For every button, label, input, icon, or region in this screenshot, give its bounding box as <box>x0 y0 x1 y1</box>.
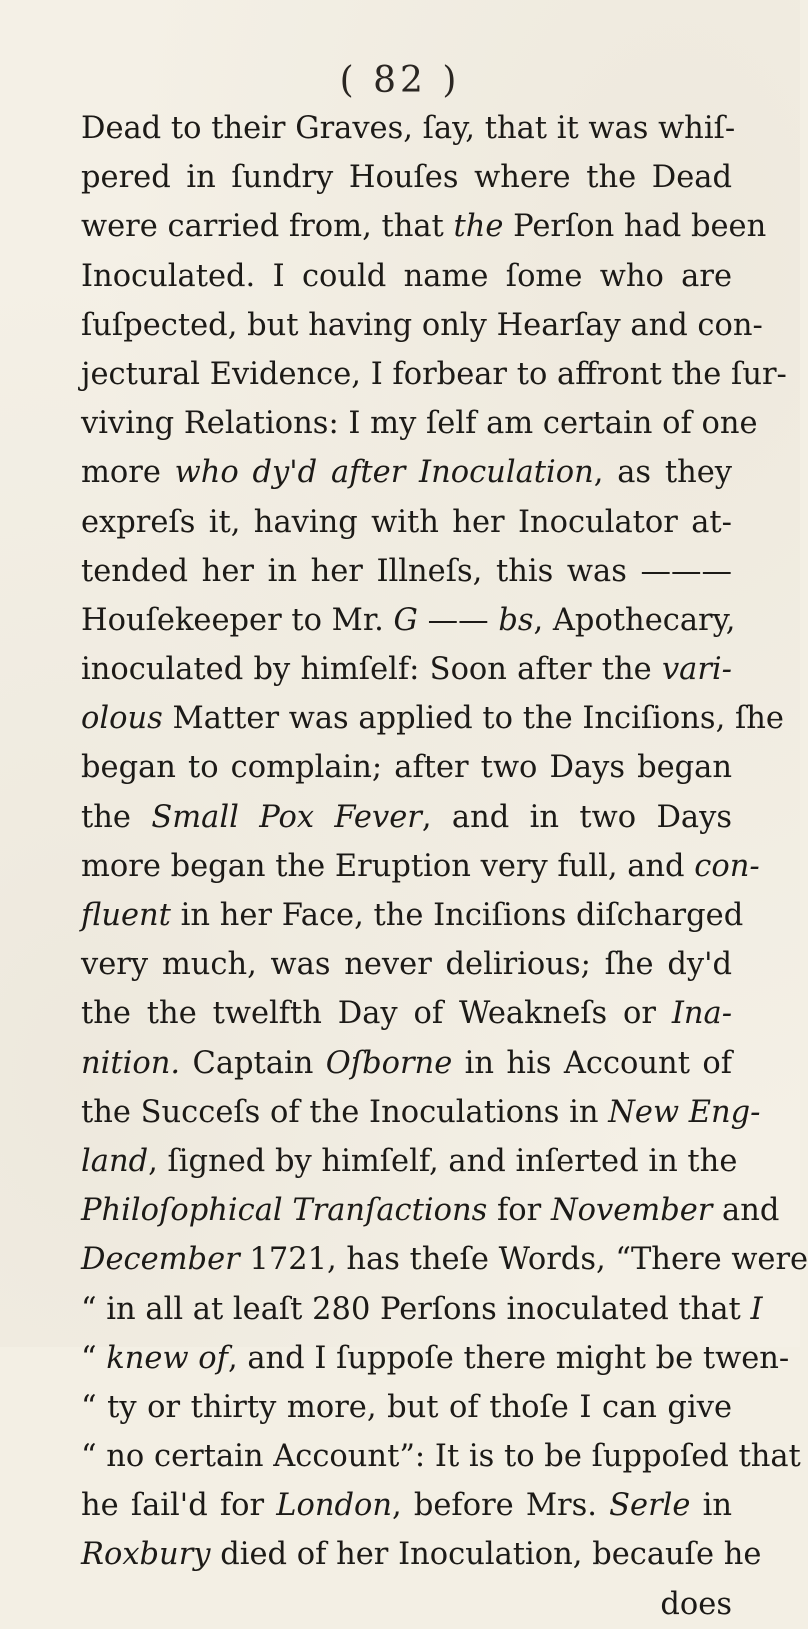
italic-text: the <box>453 209 504 245</box>
text-line <box>81 793 732 842</box>
text-segment: Houſekeeper to Mr. <box>81 602 394 638</box>
text-segment: very much, was never delirious; ſhe dy'd <box>81 947 732 983</box>
text-segment: tended her in her Illneſs, this was ——— <box>81 553 732 589</box>
text-segment: , and I ſuppoſe there might be twen- <box>227 1340 790 1376</box>
italic-text: Serle <box>609 1488 691 1524</box>
italic-text: November <box>550 1193 713 1229</box>
text-segment: he ſail'd for <box>81 1488 277 1524</box>
italic-text: Philoſophical Tranſactions <box>81 1193 488 1229</box>
text-segment: expreſs it, having with her Inoculator at- <box>81 504 732 540</box>
italic-text: vari- <box>661 652 732 688</box>
italic-text: Roxbury <box>81 1537 211 1573</box>
text-segment: , Apothecary, <box>533 602 736 638</box>
text-line <box>81 596 736 645</box>
text-line <box>81 645 732 694</box>
text-segment: —— <box>417 602 499 638</box>
italic-text: New Eng- <box>608 1094 761 1130</box>
italic-text: knew of <box>106 1340 228 1376</box>
text-line <box>81 104 736 153</box>
italic-text: who dy'd after Inoculation <box>174 455 594 491</box>
italic-text: London <box>276 1488 393 1524</box>
text-line <box>81 743 732 792</box>
text-segment: more <box>81 455 175 491</box>
text-segment: Captain <box>180 1045 326 1081</box>
text-line <box>81 1481 732 1530</box>
text-line <box>81 1580 732 1629</box>
text-segment: ſuſpected, but having only Hearſay and con- <box>81 307 763 343</box>
text-segment: “ ty or thirty more, but of thoſe I can give <box>81 1389 732 1425</box>
text-segment: pered in ſundry Houſes where the Dead <box>81 160 732 196</box>
text-line <box>81 350 787 399</box>
text-line <box>81 1186 780 1235</box>
text-line <box>81 989 732 1038</box>
text-segment: does <box>660 1586 732 1622</box>
italic-text: I <box>750 1291 763 1327</box>
italic-text: bs <box>498 602 534 638</box>
text-segment: jectural Evidence, I forbear to affront the ſur- <box>81 356 787 392</box>
text-segment: Inoculated. I could name ſome who are <box>81 258 732 294</box>
text-line <box>81 1383 732 1432</box>
text-segment: the Succeſs of the Inoculations in <box>81 1094 609 1130</box>
italic-text: Oſborne <box>325 1045 453 1081</box>
text-segment: , and in two Days <box>421 799 732 835</box>
text-line <box>81 1285 763 1334</box>
italic-text: con- <box>694 848 760 884</box>
text-line <box>81 1530 762 1579</box>
text-segment: in her Face, the Inciſions diſcharged <box>170 898 744 933</box>
text-line <box>81 1039 732 1088</box>
text-line <box>81 399 758 448</box>
text-segment: 1721, has theſe Words, “There were <box>239 1242 808 1278</box>
text-segment: Dead to their Graves, ſay, that it was whiſ- <box>81 111 736 146</box>
text-line <box>81 891 744 940</box>
italic-text: Small Pox Fever <box>151 799 422 835</box>
text-line <box>81 252 732 301</box>
text-line <box>81 1235 808 1284</box>
italic-text: December <box>81 1242 240 1278</box>
text-segment: Perſon had been <box>503 209 767 245</box>
text-segment: Matter was applied to the Inciſions, ſhe <box>162 701 784 737</box>
text-segment: were carried from, that <box>81 209 454 245</box>
text-line <box>81 1137 738 1186</box>
text-line <box>81 940 732 989</box>
text-line <box>81 301 763 350</box>
text-segment: “ <box>81 1340 107 1376</box>
text-line <box>81 842 760 891</box>
text-segment: for <box>487 1193 551 1229</box>
text-segment: viving Relations: I my ſelf am certain of one <box>81 406 758 442</box>
text-line <box>81 1334 790 1383</box>
text-segment: in <box>690 1488 732 1524</box>
text-line <box>81 202 767 251</box>
text-line <box>81 694 784 743</box>
text-segment: in his Account of <box>452 1045 732 1081</box>
text-segment: and <box>712 1193 780 1229</box>
italic-text: olous <box>81 701 163 737</box>
text-segment: began to complain; after two Days began <box>81 750 732 786</box>
page-number: ( 82 ) <box>339 60 461 101</box>
text-line <box>81 1432 801 1481</box>
italic-text: fluent <box>81 898 171 933</box>
text-segment: the <box>81 799 152 835</box>
italic-text: nition. <box>81 1045 181 1081</box>
italic-text: G <box>393 602 418 638</box>
text-segment: , as they <box>593 455 733 491</box>
text-line <box>81 547 732 596</box>
text-segment: the the twelfth Day of Weakneſs or <box>81 996 672 1032</box>
text-segment: , ſigned by himſelf, and inſerted in the <box>148 1143 738 1179</box>
text-line <box>81 498 732 547</box>
text-segment: “ no certain Account”: It is to be ſuppoſed that <box>81 1439 801 1475</box>
text-segment: inoculated by himſelf: Soon after the <box>81 652 662 688</box>
text-segment: more began the Eruption very full, and <box>81 848 695 884</box>
body-text <box>81 104 808 1629</box>
italic-text: Ina- <box>671 996 732 1032</box>
text-segment: “ in all at leaſt 280 Perſons inoculated that <box>81 1291 751 1327</box>
text-line <box>81 1088 761 1137</box>
text-line <box>81 153 732 202</box>
text-line <box>81 448 732 497</box>
italic-text: land <box>81 1143 149 1179</box>
text-segment: died of her Inoculation, becauſe he <box>210 1537 762 1573</box>
text-segment: , before Mrs. <box>392 1488 610 1524</box>
